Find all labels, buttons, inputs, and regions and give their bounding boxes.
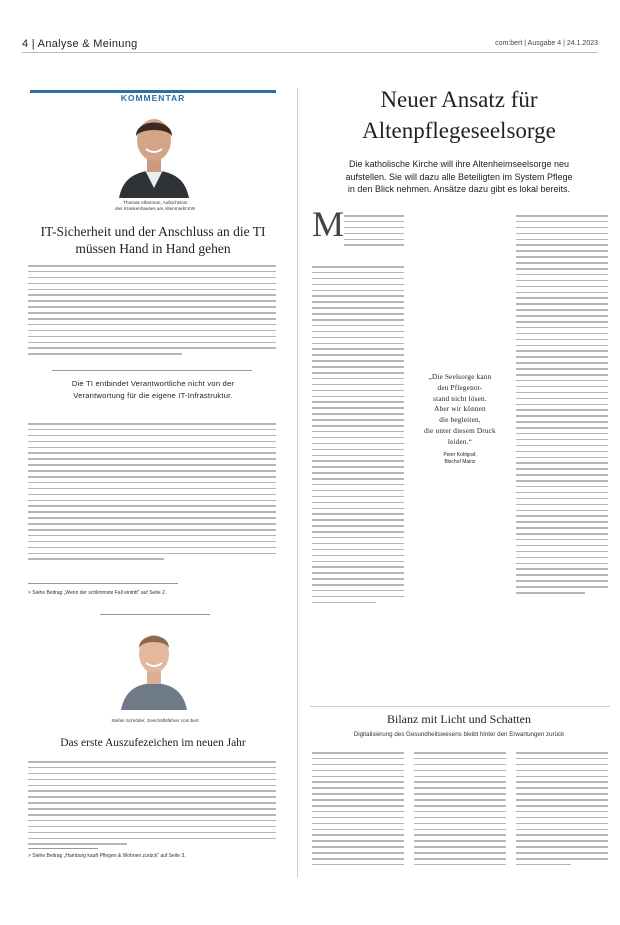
feature-subhead (300, 158, 618, 196)
managing-director-photo (115, 622, 193, 710)
quote-line: den Pflegenot- (437, 383, 483, 392)
author-photo-caption (110, 200, 200, 211)
author-line: Bischof Mainz (444, 459, 476, 465)
quote-line: stand nicht lösen. (433, 394, 487, 403)
feature-col1-top (344, 215, 404, 250)
quote-line: die unter diesem Druck (424, 426, 496, 435)
column-divider (297, 88, 298, 878)
managing-director-photo-image (115, 622, 193, 710)
feature-dropcap: M (312, 204, 345, 244)
issue-info: com:bert | Ausgabe 4 | 24.1.2023 (495, 40, 598, 47)
interview-ref-rule (28, 848, 98, 849)
bottom-subhead: Digitalisierung des Gesundheitswesens bleibt hinter den Erwartungen zurück (353, 731, 565, 738)
feature-quote (410, 372, 510, 448)
pullquote-rule-top (52, 370, 252, 371)
bottom-headline: Bilanz mit Licht und Schatten (387, 712, 531, 726)
interview-reference[interactable]: > Siehe Beitrag „Hamburg kauft Pflegen & Wohnen zurück“ auf Seite 3. (28, 853, 186, 859)
interview-headline: Das erste Auszufezeichen im neuen Jahr (60, 737, 246, 749)
commentary-body-1 (28, 265, 276, 359)
bottom-col3 (516, 752, 608, 870)
feature-headline (300, 84, 618, 146)
feature-col3 (516, 215, 608, 598)
headline-line: IT-Sicherheit und der Anschluss an die TI (40, 224, 266, 239)
headline-line: Neuer Ansatz für (380, 87, 538, 112)
quote-line: Aber wir können (434, 405, 486, 414)
subhead-line: aufstellen. Sie will dazu alle Beteiligten im System Pflege (345, 171, 573, 182)
commentary-body-2 (28, 423, 276, 564)
commentary-pullquote (22, 378, 284, 402)
managing-director-caption: Stefan Schröder, Geschäftsführer com:bert (111, 718, 199, 723)
bottom-col2 (414, 752, 506, 870)
header-rule (22, 52, 598, 53)
quote-line: die begleiten, (439, 416, 481, 425)
commentary-label: KOMMENTAR (120, 93, 186, 103)
feature-col1 (312, 266, 404, 608)
author-line: Peter Kohlgraf, (443, 452, 477, 458)
pullquote-line: Verantwortung für die eigene IT-Infrastruktur. (73, 391, 233, 401)
caption-line: des Krankenhauses am Altenmarkt KW (115, 205, 195, 211)
author-photo (105, 108, 203, 198)
author-photo-image (105, 108, 203, 198)
bottom-col1 (312, 752, 404, 870)
quote-line: leiden.“ (447, 437, 473, 446)
interview-top-rule (100, 614, 210, 615)
pullquote-line: Die TI entbindet Verantwortliche nicht von der (71, 379, 235, 388)
interview-body (28, 761, 276, 849)
quote-line: „Die Seelsorge kann (428, 373, 492, 381)
feature-quote-author (410, 452, 510, 466)
subhead-line: Die katholische Kirche will ihre Altenheimseelsorge neu (348, 159, 570, 169)
caption-line: Thomas Alberman, Aufsichtsrat (123, 200, 187, 205)
commentary-headline (22, 224, 284, 258)
subhead-line: in den Blick nehmen. Ansätze dazu gibt es lokal bereits. (347, 184, 571, 195)
bottom-article-rule (310, 706, 610, 707)
commentary-reference[interactable]: > Siehe Beitrag „Wenn der schlimmste Fall eintritt“ auf Seite 2. (28, 590, 167, 596)
headline-line: Altenpflegeseelsorge (362, 118, 556, 144)
commentary-ref-rule (28, 583, 178, 584)
headline-line: müssen Hand in Hand gehen (75, 240, 231, 256)
section-title: 4 | Analyse & Meinung (22, 38, 138, 50)
